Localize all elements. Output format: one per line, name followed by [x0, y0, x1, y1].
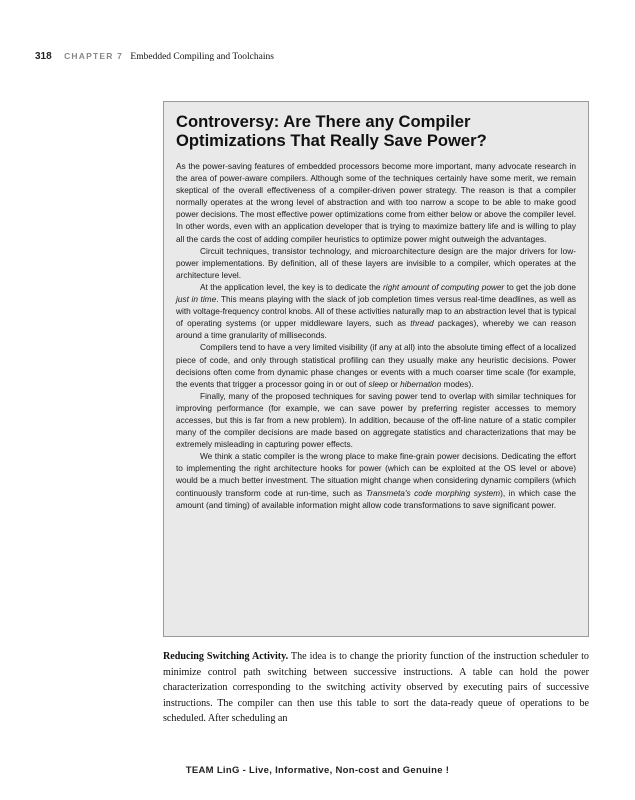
chapter-label: CHAPTER 7: [64, 51, 124, 61]
emphasis-text: Transmeta's code morphing system: [365, 487, 501, 498]
body-paragraph: Reducing Switching Activity. The idea is to change the priority function of the instruction scheduler to minimize control path switching between successive instructions. A table can hold the power characterization corresponding to the switching activity observed by executing pairs of successive instructions. The compiler can then use this table to sort the data-ready queue of operations to be scheduled. After scheduling an: [163, 651, 589, 724]
sidebar-paragraph: As the power-saving features of embedded processors become more important, many advocate research in the area of power-aware compilers. Although some of the techniques certainly have some merit, we remain skeptical of the overall effectiveness of a compiler-driven power strategy. The reason is that a compiler normally operates at the wrong level of abstraction and with too narrow a scope to be able to make good power decisions. The most effective power optimizations come from either below or above the compiler level. In other words, even with an application developer that is trying to maximize battery life and is willing to play all the cards the cost of adding compiler heuristics to optimize power might outweigh the advantages.: [176, 161, 576, 244]
emphasis-text: sleep: [368, 378, 389, 389]
page-footer: TEAM LinG - Live, Informative, Non-cost and Genuine !: [185, 765, 450, 776]
page-number: 318: [35, 51, 52, 62]
emphasis-text: right amount of computing power: [382, 281, 505, 292]
sidebar-paragraph: We think a static compiler is the wrong place to make fine-grain power decisions. Dedicating the effort to implementing the right architecture hooks for power (which can be exploited at the OS level or above) would be a much better investment. The situation might change when considering dynamic compilers (which continuously transform code at run-time, such as Transmeta's code morphing system), in which case the amount (and timing) of available information might allow code transformations to save significant power.: [176, 451, 576, 510]
sidebar-title: Controversy: Are There any Compiler Optimizations That Really Save Power?: [176, 112, 487, 150]
chapter-title: Embedded Compiling and Toolchains: [130, 52, 274, 62]
emphasis-text: just in time: [176, 294, 217, 305]
sidebar-body: [176, 160, 576, 511]
run-in-heading: Reducing Switching Activity.: [163, 651, 289, 662]
sidebar-paragraph: Circuit techniques, transistor technology, and microarchitecture design are the major drivers for low-power implementations. By definition, all of these layers are invisible to a compiler, which operates at the architecture level.: [176, 245, 576, 280]
sidebar-paragraph: At the application level, the key is to dedicate the right amount of computing power to get the job done just in time. This means playing with the slack of job completion times versus real-time deadlines, as well as with voltage-frequency control knobs. All of these activities naturally map to an abstraction level that is typical of operating systems (or upper middleware layers, such as thread packages), whereby we can reason around a time granularity of milliseconds.: [176, 281, 577, 341]
emphasis-text: hibernation: [400, 378, 442, 389]
running-header: [35, 51, 274, 62]
controversy-sidebar: [163, 101, 589, 637]
sidebar-paragraph: Finally, many of the proposed techniques for saving power tend to overlap with similar techniques for improving performance (for example, we can save power by preferring register accesses to memory accesses, but this is far from a new problem). In addition, because of the off-line nature of a static compiler many of the compiler decisions are made based on aggregate statistics and characterizations that may be extremely misleading in capturing power effects.: [176, 390, 576, 450]
sidebar-paragraph: Compilers tend to have a very limited visibility (if any at all) into the absolute timing effect of a localized piece of code, and only through statistical profiling can they usually make any heuristic decisions. Power decisions often come from dynamic phase changes or events with a much coarser time scale (for example, the events that trigger a processor going in or out of sleep or hibernation modes).: [176, 342, 576, 389]
emphasis-text: thread: [410, 318, 434, 329]
